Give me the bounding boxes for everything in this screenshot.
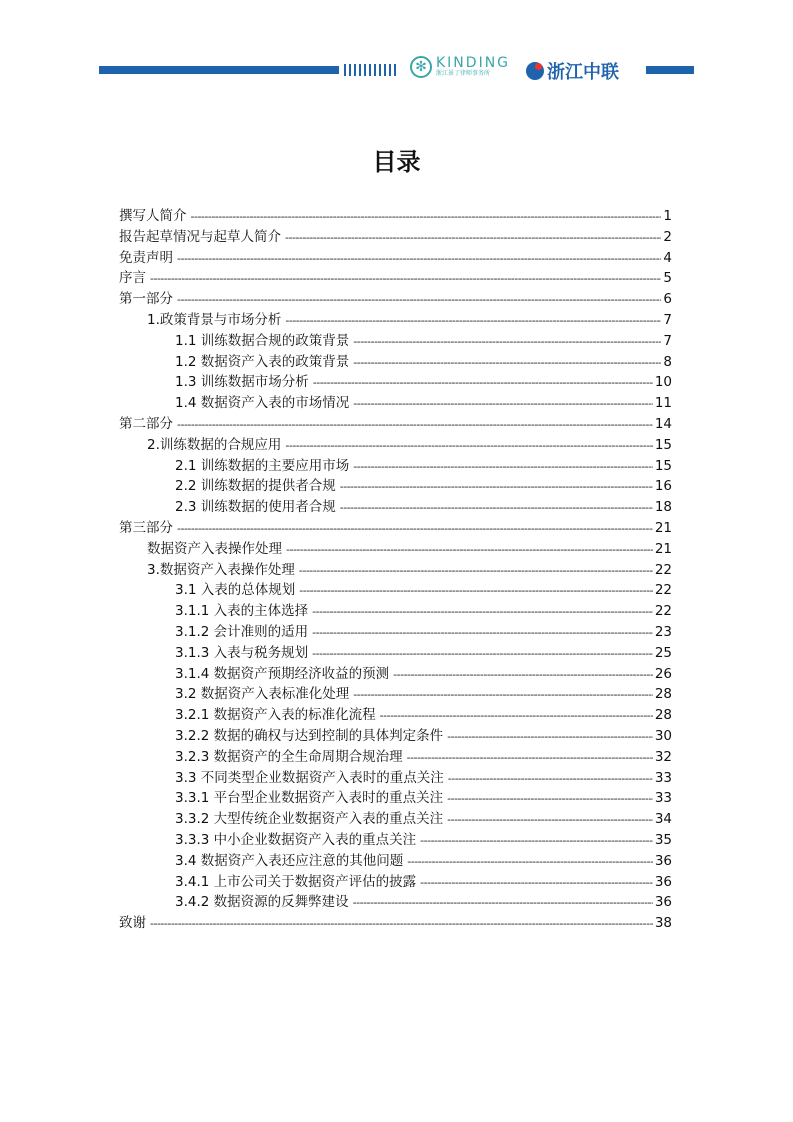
toc-entry[interactable] xyxy=(119,329,672,350)
toc-entry[interactable] xyxy=(119,662,672,683)
toc-entry-label: 2.3 训练数据的使用者合规 xyxy=(175,499,336,516)
toc-entry-label: 3.1.1 入表的主体选择 xyxy=(175,603,309,620)
toc-leader xyxy=(393,668,653,681)
toc-page-number: 10 xyxy=(654,374,672,391)
toc-entry-label: 3.1.4 数据资产预期经济收益的预测 xyxy=(175,665,390,682)
toc-entry-label: 3.2.3 数据资产的全生命周期合规治理 xyxy=(175,748,403,765)
toc-entry[interactable] xyxy=(119,682,672,703)
toc-entry[interactable] xyxy=(119,433,672,454)
toc-page-number: 22 xyxy=(654,603,672,620)
toc-leader xyxy=(299,564,653,577)
toc-page-number: 25 xyxy=(654,644,672,661)
toc-entry-label: 3.2.2 数据的确权与达到控制的具体判定条件 xyxy=(175,727,444,744)
toc-entry[interactable] xyxy=(119,870,672,891)
toc-page-number: 16 xyxy=(654,478,672,495)
toc-entry-label: 1.2 数据资产入表的政策背景 xyxy=(175,353,350,370)
toc-entry-label: 3.4 数据资产入表还应注意的其他问题 xyxy=(175,852,404,869)
toc-page-number: 28 xyxy=(654,686,672,703)
toc-page-number: 14 xyxy=(654,415,672,432)
toc-entry[interactable] xyxy=(119,599,672,620)
toc-leader xyxy=(285,231,661,244)
toc-entry[interactable] xyxy=(119,578,672,599)
toc-entry-label: 1.4 数据资产入表的市场情况 xyxy=(175,395,350,412)
table-of-contents xyxy=(119,204,672,932)
toc-entry-label: 3.1 入表的总体规划 xyxy=(175,582,296,599)
toc-entry-label: 免责声明 xyxy=(119,249,173,266)
toc-page-number: 2 xyxy=(663,228,672,245)
toc-entry[interactable] xyxy=(119,641,672,662)
toc-page-number: 8 xyxy=(663,353,672,370)
toc-entry[interactable] xyxy=(119,287,672,308)
toc-page-number: 36 xyxy=(654,873,672,890)
toc-entry[interactable] xyxy=(119,474,672,495)
toc-entry-label: 3.2 数据资产入表标准化处理 xyxy=(175,686,350,703)
toc-entry[interactable] xyxy=(119,558,672,579)
toc-leader xyxy=(353,397,653,410)
toc-entry-label: 1.政策背景与市场分析 xyxy=(147,311,282,328)
toc-page-number: 33 xyxy=(654,769,672,786)
kinding-logo-text: KINDING xyxy=(436,55,511,71)
toc-page-number: 18 xyxy=(654,499,672,516)
toc-leader xyxy=(420,834,653,847)
toc-entry-label: 3.数据资产入表操作处理 xyxy=(147,561,295,578)
toc-page-number: 21 xyxy=(654,519,672,536)
toc-entry[interactable] xyxy=(119,828,672,849)
toc-entry-label: 序言 xyxy=(119,270,146,287)
kinding-logo-subtext: 浙江景丁律师事务所 xyxy=(436,70,491,77)
toc-entry-label: 3.3.3 中小企业数据资产入表的重点关注 xyxy=(175,831,417,848)
toc-entry[interactable] xyxy=(119,620,672,641)
toc-leader xyxy=(150,917,653,930)
toc-entry[interactable] xyxy=(119,412,672,433)
toc-page-number: 6 xyxy=(663,291,672,308)
toc-entry-label: 第一部分 xyxy=(119,291,173,308)
toc-entry[interactable] xyxy=(119,537,672,558)
toc-entry[interactable] xyxy=(119,454,672,475)
toc-page-number: 4 xyxy=(663,249,672,266)
toc-page-number: 21 xyxy=(654,540,672,557)
toc-page-number: 5 xyxy=(663,270,672,287)
toc-leader xyxy=(177,418,653,431)
toc-entry[interactable] xyxy=(119,391,672,412)
toc-leader xyxy=(313,376,653,389)
toc-leader xyxy=(353,896,653,909)
toc-leader xyxy=(448,772,653,785)
toc-page-number: 15 xyxy=(654,436,672,453)
toc-leader xyxy=(353,688,653,701)
zhonglian-logo xyxy=(526,58,619,84)
toc-entry-label: 3.1.3 入表与税务规划 xyxy=(175,644,309,661)
toc-entry[interactable] xyxy=(119,495,672,516)
toc-entry[interactable] xyxy=(119,849,672,870)
toc-leader xyxy=(353,460,653,473)
toc-entry-label: 2.训练数据的合规应用 xyxy=(147,436,282,453)
zhonglian-logo-icon xyxy=(526,62,544,80)
toc-leader xyxy=(407,855,653,868)
toc-entry[interactable] xyxy=(119,370,672,391)
toc-entry[interactable] xyxy=(119,225,672,246)
toc-page-number: 35 xyxy=(654,831,672,848)
toc-leader xyxy=(312,647,653,660)
toc-entry[interactable] xyxy=(119,745,672,766)
toc-page-number: 30 xyxy=(654,727,672,744)
toc-entry[interactable] xyxy=(119,786,672,807)
toc-leader xyxy=(286,543,653,556)
header-ticks xyxy=(344,64,396,76)
toc-leader xyxy=(177,252,661,265)
toc-entry-label: 第二部分 xyxy=(119,415,173,432)
toc-page-number: 7 xyxy=(663,332,672,349)
toc-entry[interactable] xyxy=(119,890,672,911)
toc-entry-label: 致谢 xyxy=(119,915,146,932)
toc-page-number: 22 xyxy=(654,561,672,578)
toc-page-number: 23 xyxy=(654,623,672,640)
toc-leader xyxy=(312,605,653,618)
toc-entry-label: 3.4.2 数据资源的反舞弊建设 xyxy=(175,894,349,911)
toc-page-number: 7 xyxy=(663,311,672,328)
toc-page-number: 33 xyxy=(654,790,672,807)
toc-entry-label: 第三部分 xyxy=(119,519,173,536)
toc-page-number: 26 xyxy=(654,665,672,682)
toc-entry-label: 1.1 训练数据合规的政策背景 xyxy=(175,332,350,349)
toc-entry-label: 3.3 不同类型企业数据资产入表时的重点关注 xyxy=(175,769,444,786)
toc-entry-label: 报告起草情况与起草人简介 xyxy=(119,228,281,245)
toc-leader xyxy=(177,293,661,306)
zhonglian-logo-text: 浙江中联 xyxy=(547,62,619,83)
toc-leader xyxy=(340,480,653,493)
toc-leader xyxy=(420,876,653,889)
toc-entry[interactable] xyxy=(119,724,672,745)
toc-entry[interactable] xyxy=(119,516,672,537)
toc-entry-label: 数据资产入表操作处理 xyxy=(147,540,282,557)
toc-leader xyxy=(447,730,653,743)
toc-page-number: 28 xyxy=(654,707,672,724)
toc-leader xyxy=(380,709,653,722)
toc-page-number: 36 xyxy=(654,894,672,911)
toc-entry-label: 2.1 训练数据的主要应用市场 xyxy=(175,457,350,474)
toc-leader xyxy=(285,314,661,327)
toc-leader xyxy=(191,210,662,223)
toc-leader xyxy=(150,272,661,285)
toc-leader xyxy=(353,335,661,348)
toc-leader xyxy=(299,584,653,597)
toc-leader xyxy=(177,522,653,535)
toc-entry-label: 2.2 训练数据的提供者合规 xyxy=(175,478,336,495)
toc-leader xyxy=(285,439,652,452)
toc-entry[interactable] xyxy=(119,308,672,329)
toc-entry-label: 3.1.2 会计准则的适用 xyxy=(175,623,309,640)
toc-entry[interactable] xyxy=(119,266,672,287)
toc-leader xyxy=(312,626,653,639)
toc-page-number: 22 xyxy=(654,582,672,599)
toc-entry[interactable] xyxy=(119,350,672,371)
toc-entry-label: 撰写人简介 xyxy=(119,208,187,224)
toc-page-number: 34 xyxy=(654,811,672,828)
page-title: 目录 xyxy=(372,148,421,176)
toc-page-number: 32 xyxy=(654,748,672,765)
toc-entry[interactable] xyxy=(119,246,672,267)
toc-entry[interactable] xyxy=(119,911,672,932)
toc-page-number: 15 xyxy=(654,457,672,474)
toc-entry-label: 3.4.1 上市公司关于数据资产评估的披露 xyxy=(175,873,417,890)
toc-leader xyxy=(447,792,653,805)
toc-leader xyxy=(353,356,661,369)
toc-entry-label: 3.3.2 大型传统企业数据资产入表的重点关注 xyxy=(175,811,444,828)
toc-page-number: 1 xyxy=(663,208,672,224)
toc-page-number: 36 xyxy=(654,852,672,869)
toc-entry-label: 1.3 训练数据市场分析 xyxy=(175,374,309,391)
kinding-logo-icon: ✻ xyxy=(410,56,432,78)
toc-leader xyxy=(447,813,653,826)
toc-page-number: 38 xyxy=(654,915,672,932)
toc-entry-label: 3.3.1 平台型企业数据资产入表时的重点关注 xyxy=(175,790,444,807)
toc-leader xyxy=(407,751,653,764)
toc-entry-label: 3.2.1 数据资产入表的标准化流程 xyxy=(175,707,376,724)
kinding-logo xyxy=(410,56,510,78)
toc-page-number: 11 xyxy=(654,395,672,412)
toc-leader xyxy=(340,501,653,514)
toc-entry[interactable] xyxy=(119,807,672,828)
toc-entry[interactable] xyxy=(119,204,672,225)
toc-entry[interactable] xyxy=(119,703,672,724)
header-bar-right xyxy=(646,66,694,74)
header-bar-left xyxy=(99,66,339,74)
toc-entry[interactable] xyxy=(119,766,672,787)
